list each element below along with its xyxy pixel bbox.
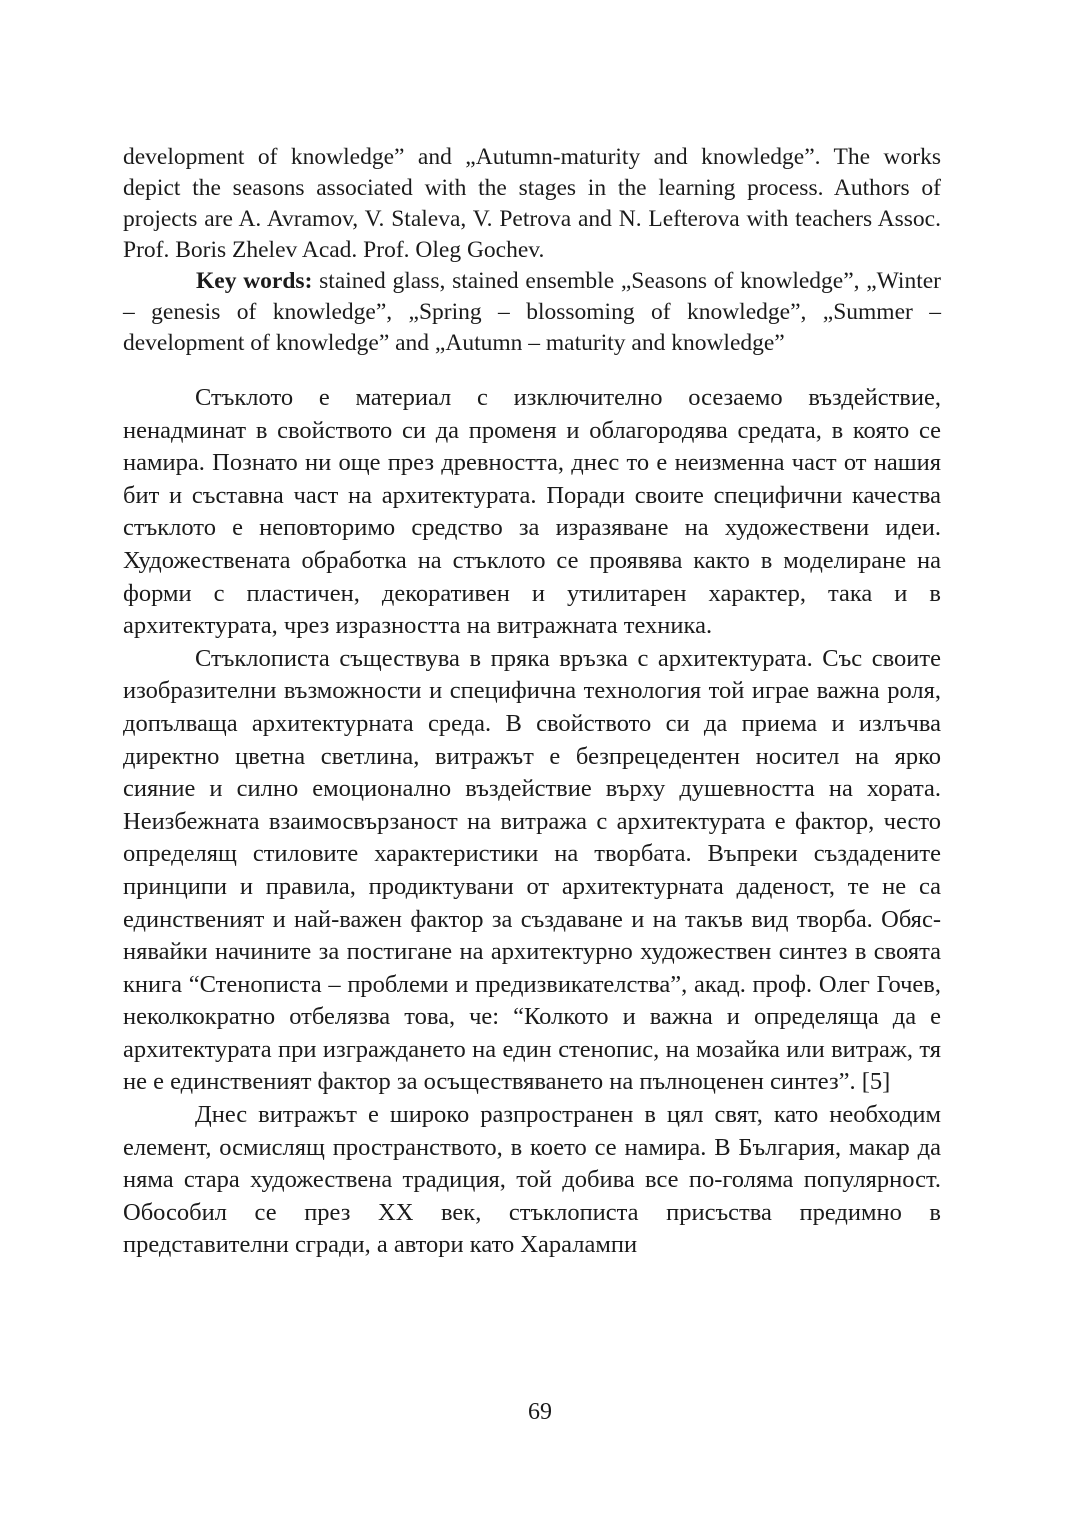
body-paragraph-3: Днес витражът е широко разпространен в цял свят, като необходим елемент, осмислящ пространството, в което се намира. В България, макар да няма стара художествена традиция, той добива все по-голяма популярност. Обособил се през ХХ век, стъклописта присъства предимно в представителни сгради, а автори като Харалампи <box>123 1101 941 1259</box>
body-paragraph-1: Стъклото е материал с изключително осезаемо въздействие, ненадминат в свойството си да променя и облагородява средата, в която се намира. Познато ни още през древността, днес то е неизменна част от нашия бит и съставна част на архитектурата. Поради своите специфични качества стъклото е неповторимо средство за изразяване на художествени идеи. Художествената обработка на стъклото се проявява както в моделиране на форми с пластичен, декоративен и утилитарен характер, така и в архитектурата, чрез изразността на витражната техника. <box>123 384 941 640</box>
keywords-text: stained glass, stained ensemble „Seasons of knowledge”, „Winter – genesis of knowledge”, „Spring – blossoming of knowledge”, „Summer – development of knowledge” and „Autumn – maturity and knowledge” <box>123 268 941 356</box>
page-number: 69 <box>528 1399 552 1425</box>
page-body <box>123 142 941 1262</box>
abstract-continuation: development of knowledge” and „Autumn-maturity and knowledge”. The works depict the seasons associated with the stages in the learning process. Authors of projects are A. Avramov, V. Staleva, V. Petrova and N. Lefterova with teachers Assoc. Prof. Boris Zhelev Acad. Prof. Oleg Gochev. <box>123 144 941 263</box>
section-spacer <box>123 359 941 382</box>
body-paragraph-2: Стъклописта съществува в пряка връзка с архитектурата. Със своите изобразителни възможности и специфична технология той играе важна роля, допълваща архитектурната среда. В свойството си да приема и излъчва директно цветна светлина, витражът е безпрецедентен носител на ярко сияние и силно емоционално въздействие върху душевността на хората. Неизбежната взаимосвързаност на витража с архитектурата е фактор, често определящ стиловите характеристики на творбата. Въпреки създадените принципи и правила, продиктувани от архитектурната даденост, те не са единственият и най-важен фактор за създаване и на такъв вид творба. Обяснявайки начините за постигане на архитектурно художествен синтез в своята книга “Стенописта – проблеми и предизвикателства”, акад. проф. Олег Гочев, неколкократно отбелязва това, че: “Колкото и важна и определяща да е архитектурата при изграждането на един стенопис, на мозайка или витраж, тя не е единственият фактор за осъществяването на пълноценен синтез”. [5] <box>123 644 941 1096</box>
keywords-paragraph <box>123 266 941 359</box>
keywords-label: Key words: <box>196 268 313 294</box>
